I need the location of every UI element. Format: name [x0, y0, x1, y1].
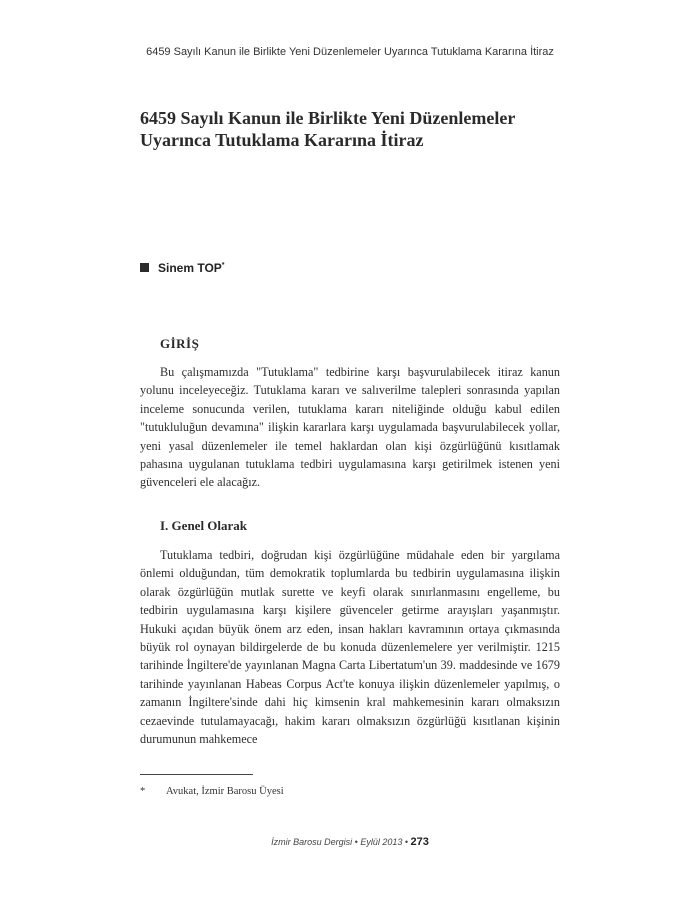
footnote-text: Avukat, İzmir Barosu Üyesi [166, 786, 284, 797]
footer-separator: • [354, 837, 358, 847]
author-name: Sinem TOP [158, 261, 222, 275]
footer-separator: • [404, 837, 409, 847]
footnote [140, 786, 284, 797]
author-line [140, 261, 225, 275]
journal-name: İzmir Barosu Dergisi [271, 837, 353, 847]
page-number: 273 [410, 836, 429, 848]
article-title: 6459 Sayılı Kanun ile Birlikte Yeni Düzenlemeler Uyarınca Tutuklama Kararına İtiraz [140, 108, 515, 150]
section1-paragraph: Tutuklama tedbiri, doğrudan kişi özgürlüğüne müdahale eden bir yargılama önlemi olduğundan, tüm demokratik toplumlarda bu tedbirin uygulamasına ilişkin olarak özgürlüğün mutlak surette ve keyfi olarak sınırlanmasını engelleme, bu tedbirin uygulamasına karşı kişilere güvenceler getirme arayışları yaşanmıştır. Hukuki açıdan büyük önem arz eden, insan hakları kavramının ortaya çıkmasında büyük rol oynayan bildirgelerde de bu konuda düzenlemelere yer verilmiştir. 1215 tarihinde İngiltere'de yayınlanan Magna Carta Libertatum'un 39. maddesinde ve 1679 tarihinde yayınlanan Habeas Corpus Act'te konuya ilişkin düzenlemeler yapılmış, o zamanın İngiltere'sinde dahi hiç kimsenin kral mahkemesinin kararı olmaksızın cezaevinde tutulamayacağı, hakim kararı olmaksızın özgürlüğü kısıtlanan kişinin durumunun mahkemece [140, 548, 560, 747]
section1-heading: I. Genel Olarak [160, 518, 248, 533]
footnote-divider [140, 774, 253, 775]
footnote-mark: * [140, 786, 146, 797]
issue-date: Eylül 2013 [360, 837, 403, 847]
page-footer [0, 836, 700, 848]
intro-paragraph: Bu çalışmamızda "Tutuklama" tedbirine karşı başvurulabilecek itiraz kanun yolunu inceleyeceğiz. Tutuklama kararı ve salıverilme talepleri sonrasında yapılan inceleme sonucunda verilen, tutuklama kararı niteliğinde olduğu kabul edilen "tutukluluğun devamına" ilişkin kararlara karşı uygulamada başvurulabilecek yollar, yeni yasal düzenlemeler ile temel haklardan olan kişi özgürlüğünü kısıtlamak pahasına uygulanan tutuklama tedbiri uygulamasına karşı getirilmek istenen yeni güvenceleri ele alacağız. [140, 365, 560, 490]
bullet-square-icon [140, 263, 149, 272]
author-footnote-mark: * [221, 262, 225, 269]
running-header: 6459 Sayılı Kanun ile Birlikte Yeni Düzenlemeler Uyarınca Tutuklama Kararına İtiraz [146, 46, 554, 58]
intro-heading: GİRİŞ [160, 336, 200, 351]
